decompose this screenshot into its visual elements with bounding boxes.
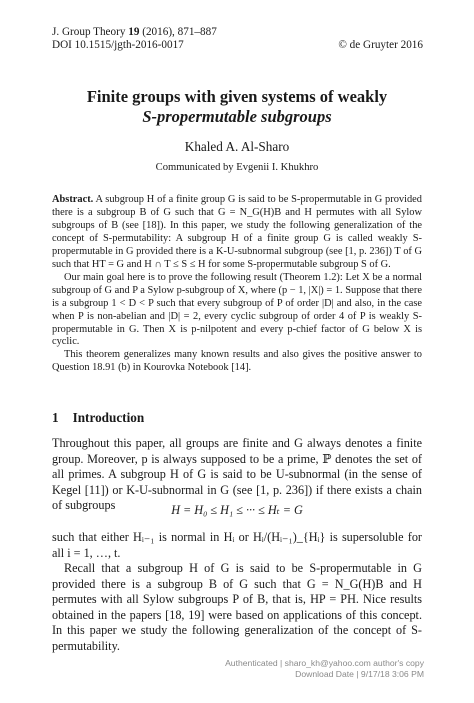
doi: DOI 10.1515/jgth-2016-0017 <box>52 39 184 51</box>
abstract-paragraph-1 <box>52 194 422 272</box>
journal-volume: 19 <box>128 26 140 38</box>
paper-title-line-2 <box>0 107 474 127</box>
paper-title-line-2-text: S-propermutable subgroups <box>142 107 332 126</box>
copyright: © de Gruyter 2016 <box>338 39 423 51</box>
intro-paragraph-1 <box>52 436 422 514</box>
communicated-by: Communicated by Evgenii I. Khukhro <box>155 162 319 173</box>
intro-paragraph-2 <box>52 530 422 654</box>
abstract-label: Abstract. <box>52 194 94 205</box>
intro-text-1: Throughout this paper, all groups are finite and G always denotes a finite group. Moreover, p is always supposed to be a prime, ℙ denotes the set of all primes. A subgroup H of G is said to be U-subnormal (in the sense of Kegel [11]) or K-U-subnormal in G (see [1, p. 236]) if there exists a chain of subgroups <box>52 436 422 512</box>
journal-name: J. Group Theory <box>52 26 129 38</box>
author-name: Khaled A. Al-Sharo <box>184 139 290 154</box>
intro-text-3: Recall that a subgroup H of G is said to be S-propermutable in G provided there is a subgroup B of G such that G = N_G(H)B and H permutes with all Sylow subgroups P of B, that is, HP = PH. Nice results obtained in the papers [18, 19] were based on applications of this concept. In this paper we study the following generalization of the concept of S-permutability. <box>52 561 422 653</box>
download-date: Download Date | 9/17/18 3:06 PM <box>295 669 424 679</box>
authentication-notice: Authenticated | sharo_kh@yahoo.com author's copy <box>225 658 424 668</box>
section-title: Introduction <box>72 410 145 425</box>
abstract-paragraph-2: Our main goal here is to prove the following result (Theorem 1.2): Let X be a normal subgroup of G and P a Sylow p-subgroup of X, where (p − 1, |X|) = 1. Suppose that there is a subgroup 1 < D < P such that every subgroup of P of order |D| and also, in the case when P is non-abelian and |D| = 2, every cyclic subgroup of order 4 of P is weakly S-propermutable in G. Then X is p-nilpotent and every p-chief factor of G below X is cyclic. <box>52 271 422 348</box>
abstract <box>52 194 422 375</box>
paper-title-line-1: Finite groups with given systems of weakly <box>86 87 388 106</box>
journal-year-pages: (2016), 871–887 <box>139 26 217 38</box>
section-heading <box>52 410 144 426</box>
abstract-text-1: A subgroup H of a finite group G is said to be S-propermutable in G provided there is a subgroup B of G such that G = N_G(H)B and H permutes with all Sylow subgroups of B (see [18]). In this paper, we study the following generalization of the concept of S-permutability: A subgroup H of a finite group G is called weakly S-propermutable in G provided there is a K-U-subnormal subgroup (see [1, p. 236]) T of G such that HT = G and H ∩ T ≤ S ≤ H for some S-propermutable subgroup S of G. <box>52 194 422 270</box>
intro-text-2: such that either Hᵢ₋₁ is normal in Hᵢ or Hᵢ/(Hᵢ₋₁)_{Hᵢ} is supersoluble for all i = 1, …, t. <box>52 530 422 560</box>
equation-subgroup-chain: H = H₀ ≤ H₁ ≤ ··· ≤ Hₜ = G <box>171 503 303 517</box>
journal-citation <box>52 26 217 39</box>
abstract-paragraph-3: This theorem generalizes many known results and also gives the positive answer to Question 18.91 (b) in Kourovka Notebook [14]. <box>52 349 422 374</box>
section-number: 1 <box>52 410 59 425</box>
